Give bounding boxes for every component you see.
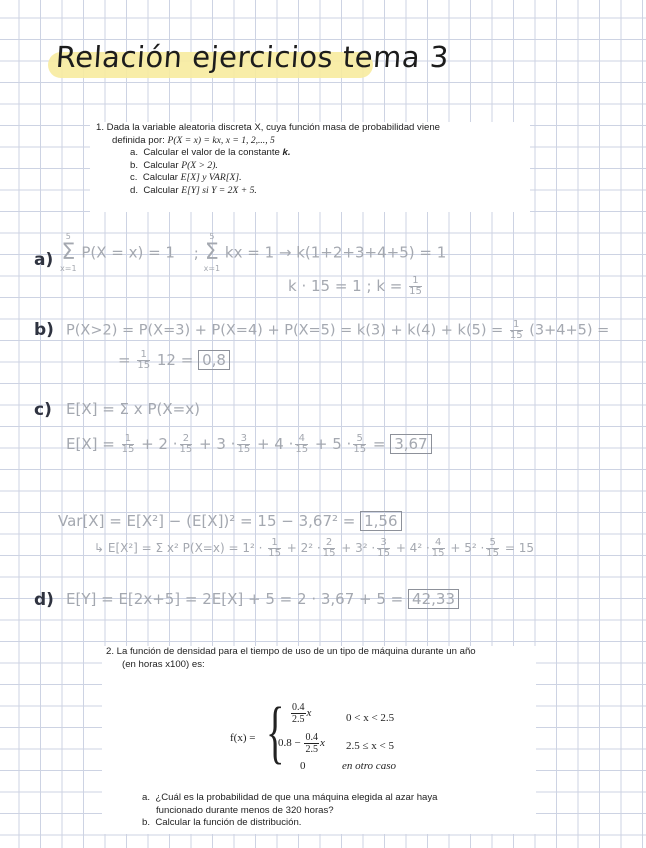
q1-item-label: a. bbox=[130, 147, 139, 159]
denominator: 15 bbox=[509, 330, 523, 341]
result-box: 1,56 bbox=[360, 511, 401, 531]
numerator: 4 bbox=[432, 538, 445, 549]
coefficient: + 5 · bbox=[314, 435, 352, 453]
q1-item-math: k. bbox=[282, 147, 291, 159]
answer-a-line2 bbox=[288, 276, 424, 297]
denominator: 15 bbox=[322, 548, 336, 559]
answer-a-line1 bbox=[60, 232, 446, 274]
ex2-term-5 bbox=[450, 537, 501, 559]
variance-expression: Var[X] = E[X²] − (E[X])² = 15 − 3,67² = bbox=[58, 512, 356, 530]
ex2-line bbox=[94, 538, 534, 559]
constant: 0.8 − bbox=[278, 737, 301, 750]
ex2-result: = 15 bbox=[504, 541, 534, 555]
case-2 bbox=[278, 732, 325, 755]
answer-b-line1 bbox=[66, 320, 609, 341]
q1-item-b bbox=[130, 160, 530, 173]
brace-symbol: { bbox=[266, 694, 285, 771]
fraction bbox=[432, 538, 445, 559]
q1-item-math: P(X > 2). bbox=[181, 159, 218, 171]
q2-item-b bbox=[142, 817, 532, 830]
denominator: 15 bbox=[353, 444, 367, 455]
question-2 bbox=[102, 646, 536, 834]
q2-line2: (en horas x100) es: bbox=[122, 658, 205, 670]
expectation-y: E[Y] = E[2x+5] = 2E[X] + 5 = 2 · 3,67 + 5 = bbox=[66, 590, 404, 608]
numerator: 1 bbox=[268, 538, 281, 549]
denominator: 15 bbox=[486, 548, 500, 559]
result-box: 3,67 bbox=[390, 434, 431, 454]
case-3-condition: en otro caso bbox=[342, 760, 396, 772]
q1-item-text: Calcular bbox=[143, 159, 182, 171]
sum-symbol bbox=[60, 232, 77, 274]
coefficient: + 4² · bbox=[395, 541, 430, 555]
fraction bbox=[323, 538, 336, 559]
variable: x bbox=[306, 707, 312, 720]
q1-line2 bbox=[112, 135, 530, 148]
numerator: 1 bbox=[137, 350, 150, 361]
density-label: f(x) = bbox=[230, 732, 256, 744]
denominator: 2.5 bbox=[305, 744, 318, 755]
variable: x bbox=[319, 737, 325, 750]
sum-lower: x=1 bbox=[60, 264, 77, 273]
page-title: Relación ejercicios tema 3 bbox=[54, 40, 451, 74]
answer-c-label: c) bbox=[34, 400, 52, 420]
denominator: 15 bbox=[179, 444, 193, 455]
q1-item-math: E[Y] si Y = 2X + 5. bbox=[181, 184, 257, 196]
numerator: 0.4 bbox=[305, 732, 318, 743]
question-1 bbox=[90, 122, 530, 212]
result-box: 42,33 bbox=[408, 589, 459, 609]
q1-item-label: b. bbox=[130, 159, 139, 171]
numerator: 5 bbox=[486, 538, 499, 549]
numerator: 2 bbox=[323, 538, 336, 549]
fraction bbox=[304, 732, 319, 755]
denominator: 15 bbox=[237, 444, 251, 455]
numerator: 2 bbox=[180, 434, 193, 445]
fraction bbox=[486, 538, 499, 559]
ex2-term-2 bbox=[286, 537, 338, 559]
coefficient: + 5² · bbox=[450, 541, 485, 555]
fraction bbox=[510, 320, 523, 341]
answer-d-line bbox=[66, 590, 459, 608]
case-3: 0 bbox=[300, 760, 306, 772]
term-2 bbox=[141, 435, 194, 453]
q2-item-text: funcionado durante menos de 320 horas? bbox=[156, 804, 334, 816]
probability-tail: (3+4+5) = bbox=[529, 322, 610, 339]
fraction bbox=[295, 434, 308, 455]
sigma-glyph: Σ bbox=[61, 240, 76, 265]
fraction bbox=[137, 350, 150, 371]
answer-d-label: d) bbox=[34, 590, 54, 610]
sum-upper: 5 bbox=[209, 232, 215, 241]
sum-symbol-2 bbox=[204, 232, 221, 274]
fraction bbox=[237, 434, 250, 455]
fraction bbox=[409, 276, 422, 297]
ex2-term-4 bbox=[395, 537, 447, 559]
numerator: 1 bbox=[409, 276, 422, 287]
denominator: 15 bbox=[431, 548, 445, 559]
equals: = bbox=[372, 435, 386, 453]
denominator: 15 bbox=[268, 548, 281, 559]
answer-c-line2 bbox=[66, 434, 432, 455]
q1-item-text: Calcular bbox=[142, 172, 181, 184]
probability-expansion: P(X>2) = P(X=3) + P(X=4) + P(X=5) = k(3) + k(4) + k(5) = bbox=[66, 322, 504, 339]
q2-item-label: b. bbox=[142, 817, 151, 829]
term-3 bbox=[199, 435, 252, 453]
answer-b-label: b) bbox=[34, 320, 54, 340]
q2-line1: 2. La función de densidad para el tiempo de uso de un tipo de máquina durante un año bbox=[106, 646, 476, 657]
result-box: 0,8 bbox=[198, 350, 230, 370]
term-4 bbox=[257, 435, 310, 453]
sum2-body: kx = 1 → k(1+2+3+4+5) = 1 bbox=[224, 243, 447, 262]
q1-line2-text: definida por: bbox=[112, 134, 168, 146]
denominator: 15 bbox=[121, 444, 135, 455]
q1-item-text: Calcular bbox=[143, 184, 182, 196]
sum-body: P(X = x) = 1 bbox=[81, 243, 175, 262]
coefficient: + 3² · bbox=[341, 541, 376, 555]
q1-item-d bbox=[130, 185, 530, 198]
ex2-term-1 bbox=[266, 537, 283, 559]
q1-item-text: Calcular el valor de la constante bbox=[143, 147, 283, 159]
q1-item-c bbox=[130, 172, 530, 185]
equals: = bbox=[118, 351, 131, 369]
term-5 bbox=[315, 435, 368, 453]
fraction bbox=[291, 702, 306, 725]
answer-b-line2 bbox=[118, 350, 230, 371]
q1-line2-formula: P(X = x) = kx, x = 1, 2,..., 5 bbox=[167, 134, 275, 146]
q1-item-label: d. bbox=[130, 184, 139, 196]
ex2-term-3 bbox=[341, 537, 392, 559]
sum-upper: 5 bbox=[65, 232, 71, 241]
q1-item-a bbox=[130, 147, 530, 160]
fraction bbox=[268, 538, 281, 559]
fraction bbox=[122, 434, 135, 455]
q2-item-text: Calcular la función de distribución. bbox=[155, 817, 302, 829]
case-1-condition: 0 < x < 2.5 bbox=[346, 712, 395, 724]
q1-item-math: E[X] y VAR[X]. bbox=[180, 172, 242, 184]
coefficient: + 2 · bbox=[141, 435, 178, 453]
q2-item-label: a. bbox=[142, 792, 151, 803]
answer-c-line1: E[X] = Σ x P(X=x) bbox=[66, 400, 200, 418]
numerator: 5 bbox=[353, 434, 366, 445]
ex2-label: ↳ E[X²] = Σ x² P(X=x) = 1² · bbox=[94, 541, 263, 555]
product: 12 = bbox=[156, 351, 194, 369]
numerator: 0.4 bbox=[292, 702, 305, 713]
denominator: 2.5 bbox=[292, 714, 305, 725]
k-equation: k · 15 = 1 ; k = bbox=[288, 277, 403, 295]
coefficient: + 4 · bbox=[256, 435, 294, 453]
numerator: 3 bbox=[377, 538, 390, 549]
case-1 bbox=[290, 702, 311, 725]
coefficient: + 3 · bbox=[199, 435, 236, 453]
fraction bbox=[353, 434, 366, 455]
denominator: 15 bbox=[137, 360, 151, 371]
fraction bbox=[377, 538, 390, 559]
q2-item-text: ¿Cuál es la probabilidad de que una máquina elegida al azar haya bbox=[155, 792, 438, 803]
q2-items bbox=[142, 792, 532, 830]
denominator: 15 bbox=[295, 444, 309, 455]
case-2-condition: 2.5 ≤ x < 5 bbox=[346, 740, 394, 752]
denominator: 15 bbox=[377, 548, 390, 559]
fraction bbox=[180, 434, 193, 455]
q2-item-a-cont bbox=[156, 805, 532, 818]
numerator: 4 bbox=[295, 434, 308, 445]
answer-a-label: a) bbox=[34, 250, 54, 270]
variance-line bbox=[58, 512, 402, 530]
numerator: 1 bbox=[122, 434, 135, 445]
q1-line1: 1. Dada la variable aleatoria discreta X, cuya función masa de probabilidad viene bbox=[96, 122, 440, 133]
separator: ; bbox=[193, 243, 199, 262]
numerator: 1 bbox=[510, 320, 523, 331]
expectation-label: E[X] = bbox=[66, 435, 115, 453]
q1-item-label: c. bbox=[130, 172, 138, 184]
sum-lower: x=1 bbox=[203, 264, 221, 273]
numerator: 3 bbox=[237, 434, 250, 445]
sigma-glyph: Σ bbox=[204, 240, 219, 265]
denominator: 15 bbox=[409, 286, 422, 297]
q2-item-a bbox=[142, 792, 532, 805]
coefficient: + 2² · bbox=[286, 541, 321, 555]
term-1 bbox=[120, 435, 137, 453]
